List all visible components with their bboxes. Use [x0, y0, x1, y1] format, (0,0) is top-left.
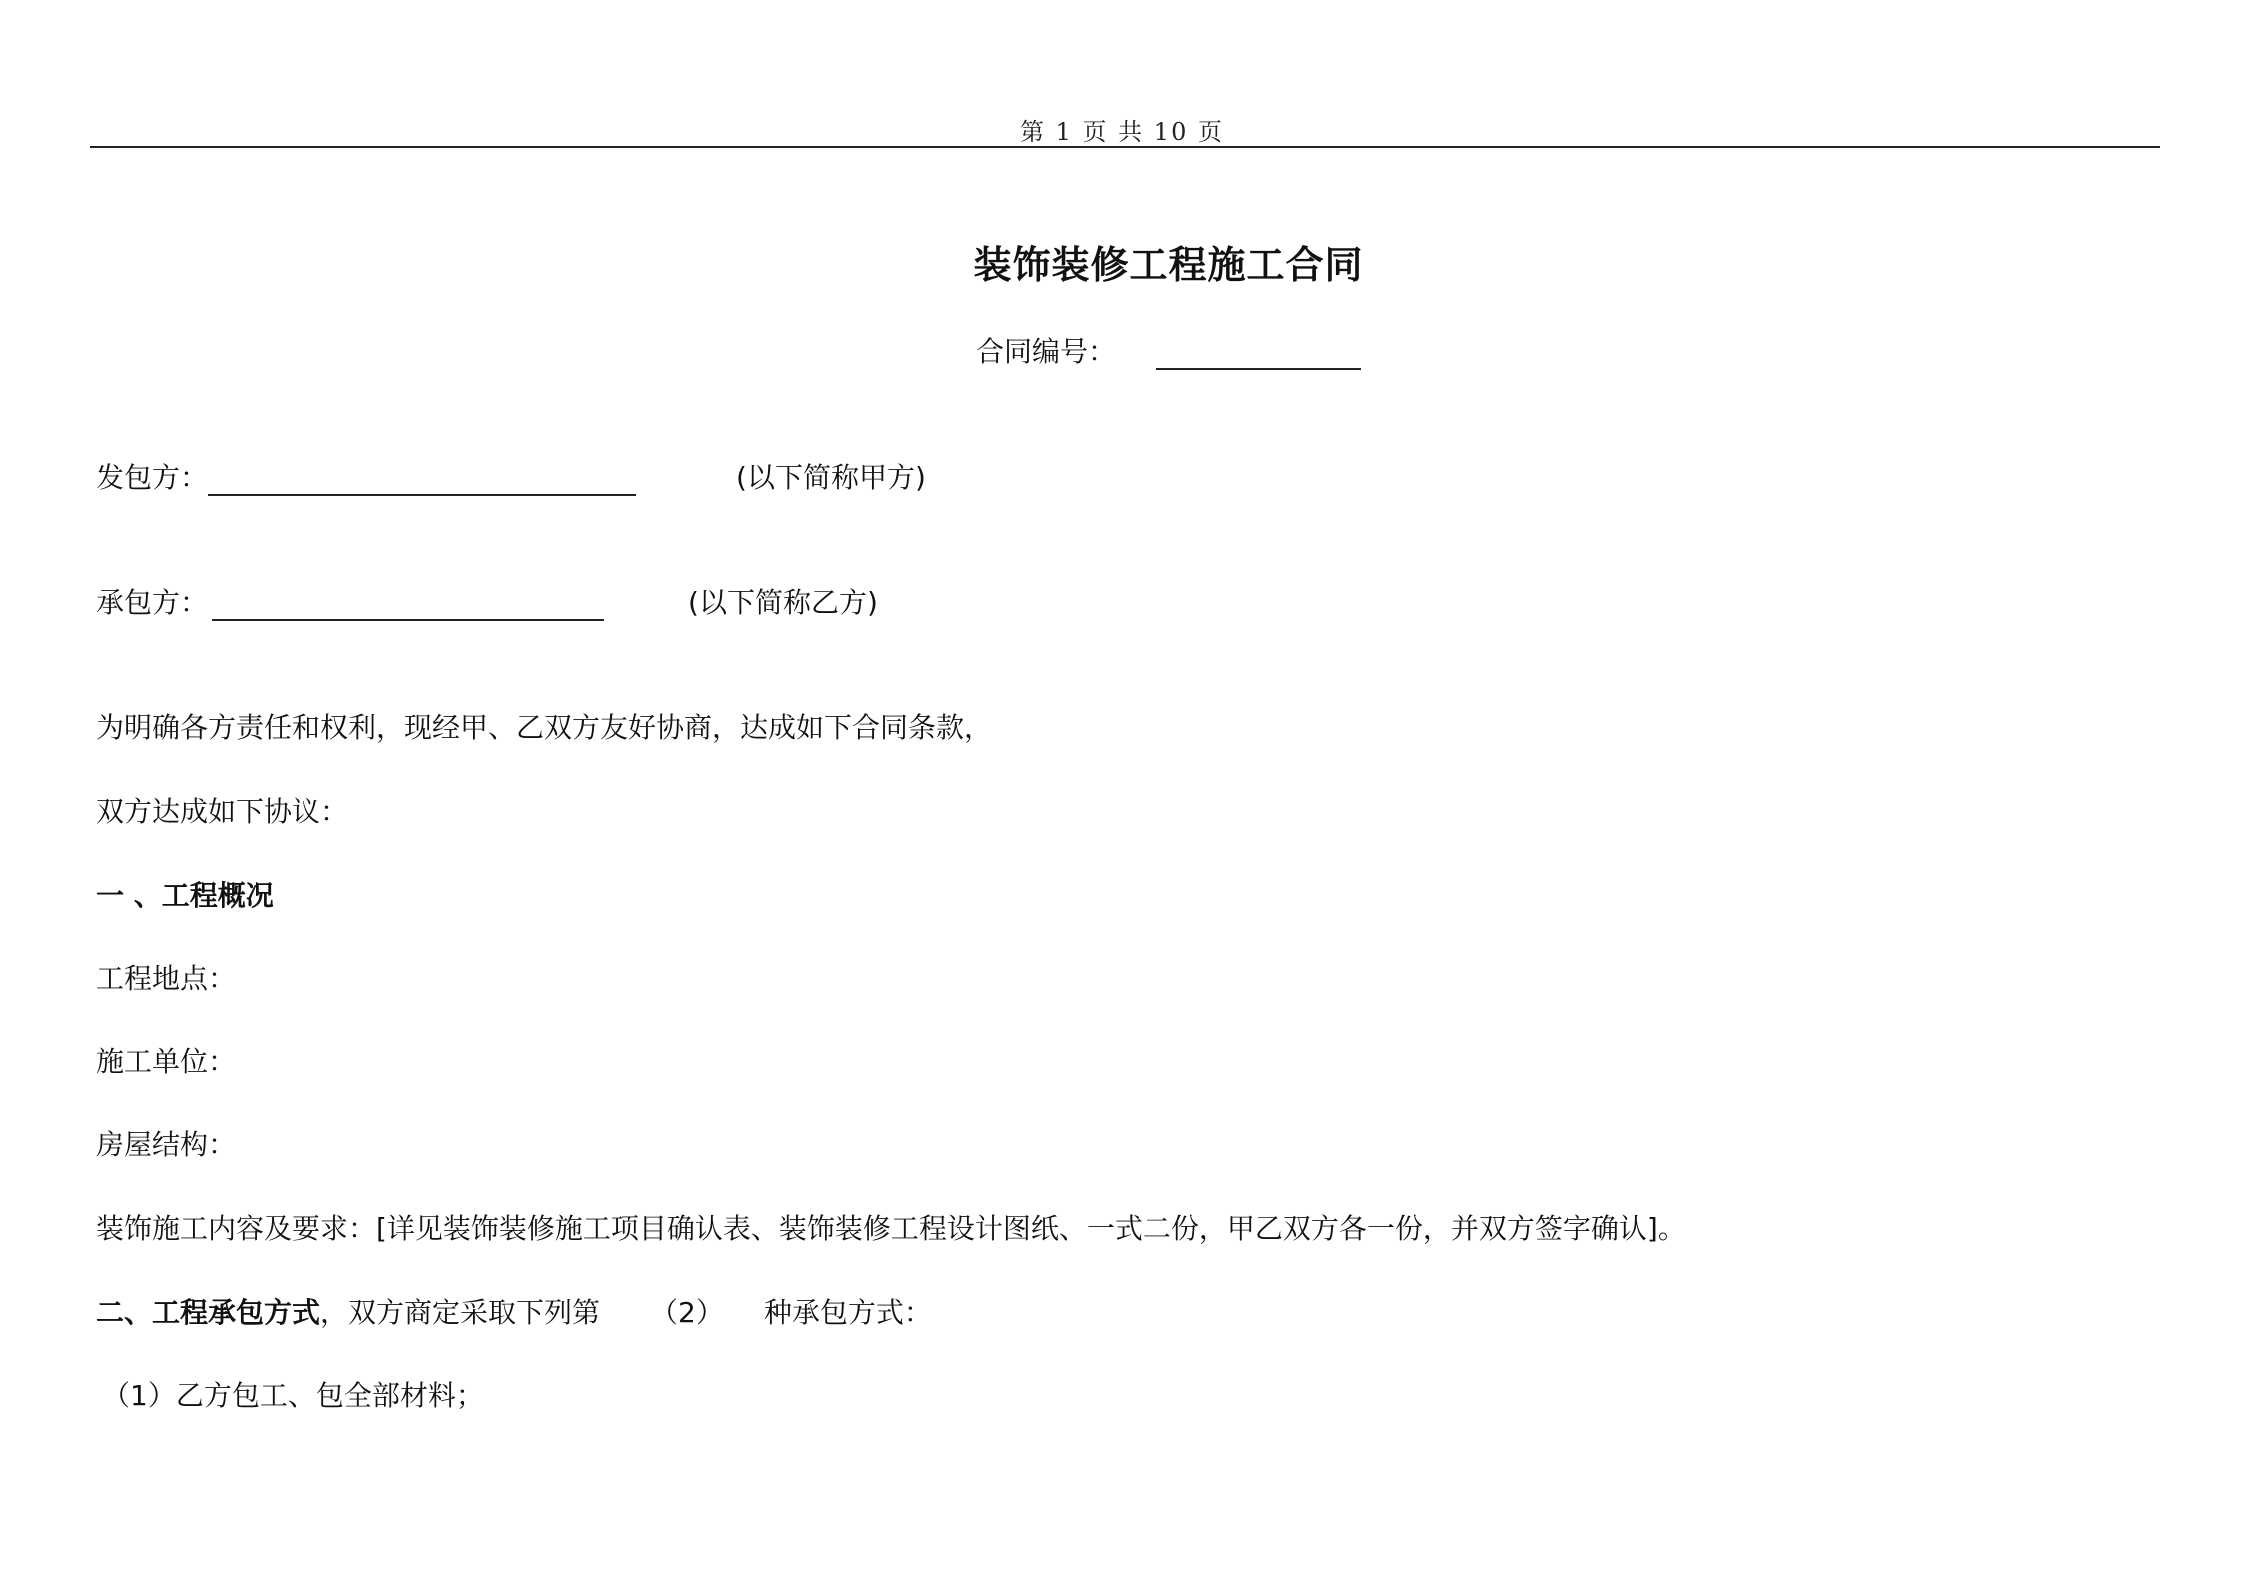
party-b-note: (以下简称乙方): [688, 586, 878, 619]
project-location: 工程地点：: [96, 962, 237, 995]
contract-number-blank[interactable]: [1156, 338, 1361, 370]
party-a-label: 发包方：: [96, 461, 209, 494]
section2-heading: [96, 1291, 932, 1331]
document-title: 装饰装修工程施工合同: [973, 243, 1364, 287]
option-1: （1）乙方包工、包全部材料；: [102, 1379, 484, 1412]
party-b-blank[interactable]: [212, 591, 604, 621]
page-indicator: 第 1 页 共 10 页: [1020, 118, 1224, 146]
intro-text: 为明确各方责任和权利，现经甲、乙双方友好协商，达成如下合同条款，: [96, 711, 993, 744]
header-rule: [90, 146, 2160, 148]
party-a-note: (以下简称甲方): [736, 461, 926, 494]
section2-heading-tail: 种承包方式：: [763, 1296, 932, 1329]
party-b-label: 承包方：: [96, 586, 209, 619]
party-b-row: [96, 581, 878, 621]
section1-heading: 一 、工程概况: [96, 879, 274, 912]
building-structure: 房屋结构：: [96, 1128, 237, 1161]
section2-choice: （2）: [650, 1296, 724, 1329]
party-a-blank[interactable]: [208, 466, 636, 496]
party-a-row: [96, 456, 926, 496]
agreement-text: 双方达成如下协议：: [96, 795, 349, 828]
construction-content: 装饰施工内容及要求：[详见装饰装修施工项目确认表、装饰装修工程设计图纸、一式二份，甲乙双方各一份，并双方签字确认]。: [96, 1212, 1686, 1245]
section2-heading-bold: 二、工程承包方式: [96, 1296, 321, 1329]
construction-unit: 施工单位：: [96, 1045, 237, 1078]
section2-heading-rest: ，双方商定采取下列第: [320, 1296, 601, 1329]
contract-number-row: [976, 330, 1361, 370]
contract-number-label: 合同编号：: [976, 335, 1117, 368]
